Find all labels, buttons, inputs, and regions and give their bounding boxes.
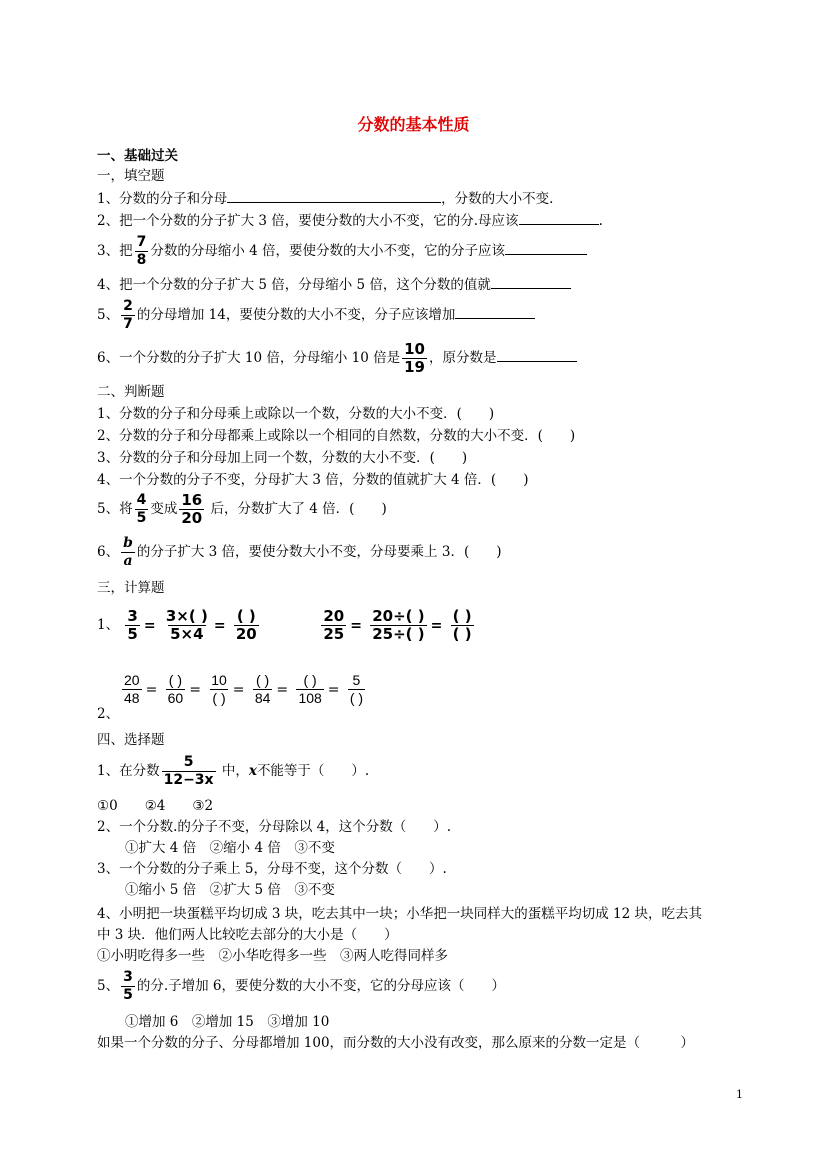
fraction: $\frac{3\times( )}{5\times 4}$	[165, 607, 208, 643]
judge-question-4: 4、一个分数的分子不变，分母扩大 3 倍，分数的值就扩大 4 倍．( )	[97, 472, 529, 488]
fill-question-1: 1、分数的分子和分母 ，分数的大小不变.	[97, 188, 553, 209]
choice-question-2: 2、一个分数.的分子不变，分母除以 4，这个分数（ ）.	[97, 819, 452, 835]
fraction: $\frac{b}{a}$	[123, 535, 133, 569]
section-header-basics: 一、基础过关	[97, 148, 178, 164]
judge-question-2: 2、分数的分子和分母都乘上或除以一个相同的自然数，分数的大小不变．( )	[97, 428, 576, 444]
judge-question-1: 1、分数的分子和分母乘上或除以一个数，分数的大小不变．( )	[97, 406, 495, 422]
fraction: $\frac{10}{19}$	[404, 340, 425, 376]
fill-question-2: 2、把一个分数的分子扩大 3 倍，要使分数的大小不变，它的分.母应该 .	[97, 210, 603, 231]
compute-question-2-equation: $\frac{20}{48}$ = $\frac{( )}{60}$ = $\frac{10}{( )}$ = $\frac{( )}{84}$ = $\frac{( )}{108}$ = $\frac{5}{( )}$	[124, 672, 364, 706]
choice-question-6: 如果一个分数的分子、分母都增加 100，而分数的大小没有改变，那么原来的分数一定是（ ）	[97, 1035, 695, 1051]
fraction: $\frac{( )}{108}$	[298, 672, 322, 706]
section-header-choice: 四、选择题	[97, 732, 165, 748]
answer-blank[interactable]	[455, 304, 535, 319]
judge-question-5: 5、将 $\frac{4}{5}$ 变成 $\frac{16}{20}$ 后，分数扩大了 4 倍．( )	[97, 491, 387, 527]
fraction: $\frac{20\div( )}{25\div( )}$	[372, 607, 425, 643]
fraction: $\frac{5}{( )}$	[349, 672, 364, 706]
fraction: $\frac{( )}{20}$	[235, 607, 257, 643]
choice-options-5: ①增加 6 ②增加 15 ③增加 10	[125, 1014, 330, 1030]
choice-options-3: ①缩小 5 倍 ②扩大 5 倍 ③不变	[125, 882, 335, 898]
fraction: $\frac{20}{25}$	[323, 607, 345, 643]
choice-options-2: ①扩大 4 倍 ②缩小 4 倍 ③不变	[125, 840, 335, 856]
choice-question-5: 5、 $\frac{3}{5}$ 的分.子增加 6，要使分数的大小不变，它的分母应该（ ）	[97, 969, 506, 1003]
fraction: $\frac{3}{5}$	[127, 607, 138, 643]
page-title: 分数的基本性质	[357, 115, 470, 134]
fill-question-5: 5、 $\frac{2}{7}$ 的分母增加 14，要使分数的大小不变，分子应该增加	[97, 298, 535, 333]
fraction: $\frac{( )}{( )}$	[452, 607, 472, 643]
page-number: 1	[736, 1088, 743, 1101]
section-header-compute: 三，计算题	[97, 580, 165, 596]
fraction: $\frac{20}{48}$	[124, 672, 140, 706]
section-header-judge: 二、判断题	[97, 384, 165, 400]
fraction: $\frac{3}{5}$	[123, 969, 133, 1003]
choice-options-4: ①小明吃得多一些 ②小华吃得多一些 ③两人吃得同样多	[97, 948, 448, 964]
compute-question-2-label: 2、	[97, 706, 120, 722]
choice-question-1: 1、在分数 $\frac{5}{12-3x}$ 中，x不能等于（ ）.	[97, 754, 370, 788]
fraction: $\frac{5}{12-3x}$	[163, 754, 214, 788]
choice-question-4-line1: 4、小明把一块蛋糕平均切成 3 块，吃去其中一块；小华把一块同样大的蛋糕平均切成 12 块，吃去其	[97, 906, 703, 922]
judge-question-3: 3、分数的分子和分母加上同一个数，分数的大小不变．( )	[97, 450, 468, 466]
fraction: $\frac{7}{8}$	[136, 234, 147, 268]
fraction: $\frac{2}{7}$	[123, 298, 133, 332]
answer-blank[interactable]	[497, 347, 577, 362]
judge-question-6: 6、 $\frac{b}{a}$ 的分子扩大 3 倍，要使分数大小不变，分母要乘上 3．( )	[97, 535, 502, 569]
answer-blank[interactable]	[505, 240, 587, 255]
fraction: $\frac{( )}{84}$	[254, 672, 271, 706]
fraction: $\frac{( )}{60}$	[167, 672, 184, 706]
fill-question-6: 6、一个分数的分子扩大 10 倍，分母缩小 10 倍是 $\frac{10}{19}$ ，原分数是	[97, 341, 577, 376]
fraction: $\frac{16}{20}$	[181, 491, 203, 527]
answer-blank[interactable]	[519, 210, 599, 225]
fraction: $\frac{4}{5}$	[136, 492, 147, 526]
fill-question-3: 3、把 $\frac{7}{8}$ 分数的分母缩小 4 倍，要使分数的大小不变，它的分子应该	[97, 234, 587, 269]
fraction: $\frac{10}{( )}$	[211, 672, 227, 706]
choice-question-3: 3、一个分数的分子乘上 5，分母不变，这个分数（ ）.	[97, 861, 447, 877]
choice-question-4-line2: 中 3 块．他们两人比较吃去部分的大小是（ ）	[97, 927, 398, 943]
answer-blank[interactable]	[491, 274, 571, 289]
answer-blank[interactable]	[227, 188, 441, 203]
compute-question-1: 1、 $\frac{3}{5}$ = $\frac{3\times( )}{5\times 4}$ = $\frac{( )}{20}$ $\frac{20}{25}$ = $\frac{20\div( )}{25\div( )}$ = $\frac{( )}{( )}$	[97, 607, 472, 643]
choice-options-1: ①0 ②4 ③2	[97, 798, 214, 814]
fill-question-4: 4、把一个分数的分子扩大 5 倍，分母缩小 5 倍，这个分数的值就	[97, 274, 571, 295]
subsection-fill-blank: 一，填空题	[97, 168, 165, 184]
